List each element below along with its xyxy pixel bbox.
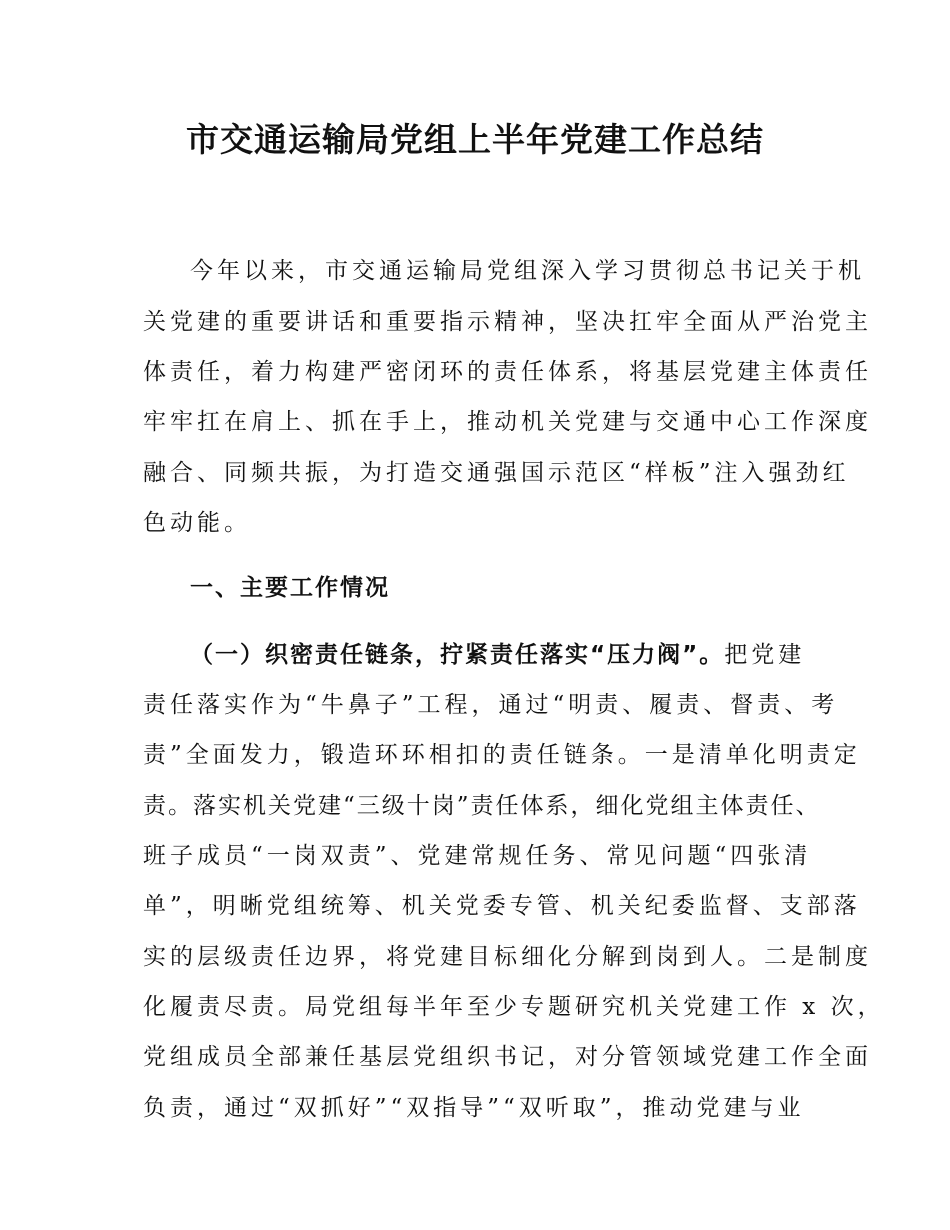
subsection-heading: （一）织密责任链条，拧紧责任落实“压力阀”。 (190, 642, 725, 668)
paragraph-line: 融合、同频共振，为打造交通强国示范区“样板”注入强劲红 (143, 460, 850, 486)
paragraph-line: 牢牢扛在肩上、抓在手上，推动机关党建与交通中心工作深度 (143, 409, 872, 435)
paragraph-line: 责”全面发力，锻造环环相扣的责任链条。一是清单化明责定 (143, 742, 861, 768)
paragraph-line: 实的层级责任边界，将党建目标细化分解到岗到人。二是制度 (143, 944, 872, 970)
paragraph-line: 党组成员全部兼任基层党组织书记，对分管领域党建工作全面 (143, 1044, 872, 1070)
subsection-first-line (190, 630, 825, 680)
paragraph-line: 关党建的重要讲话和重要指示精神，坚决扛牢全面从严治党主 (143, 309, 872, 335)
paragraph-line: 负责，通过“双抓好”“双指导”“双听取”，推动党建与业 (143, 1095, 805, 1121)
paragraph-line: 责。落实机关党建“三级十岗”责任体系，细化党组主体责任、 (143, 793, 821, 819)
page-title: 市交通运输局党组上半年党建工作总结 (186, 120, 764, 159)
paragraph-line: 今年以来，市交通运输局党组深入学习贯彻总书记关于机 (190, 258, 865, 284)
paragraph-text: 把党建 (724, 642, 806, 668)
paragraph-line: 单”，明晰党组统筹、机关党委专管、机关纪委监督、支部落 (143, 893, 861, 919)
section-heading: 一、主要工作情况 (190, 575, 390, 601)
paragraph-line: 体责任，着力构建严密闭环的责任体系，将基层党建主体责任 (143, 359, 872, 385)
paragraph-line: 班子成员“一岗双责”、党建常规任务、常见问题“四张清 (143, 843, 812, 869)
paragraph-line: 化履责尽责。局党组每半年至少专题研究机关党建工作 x 次， (143, 994, 885, 1020)
paragraph-line: 责任落实作为“牛鼻子”工程，通过“明责、履责、督责、考 (143, 692, 839, 718)
paragraph-line: 色动能。 (143, 510, 251, 536)
